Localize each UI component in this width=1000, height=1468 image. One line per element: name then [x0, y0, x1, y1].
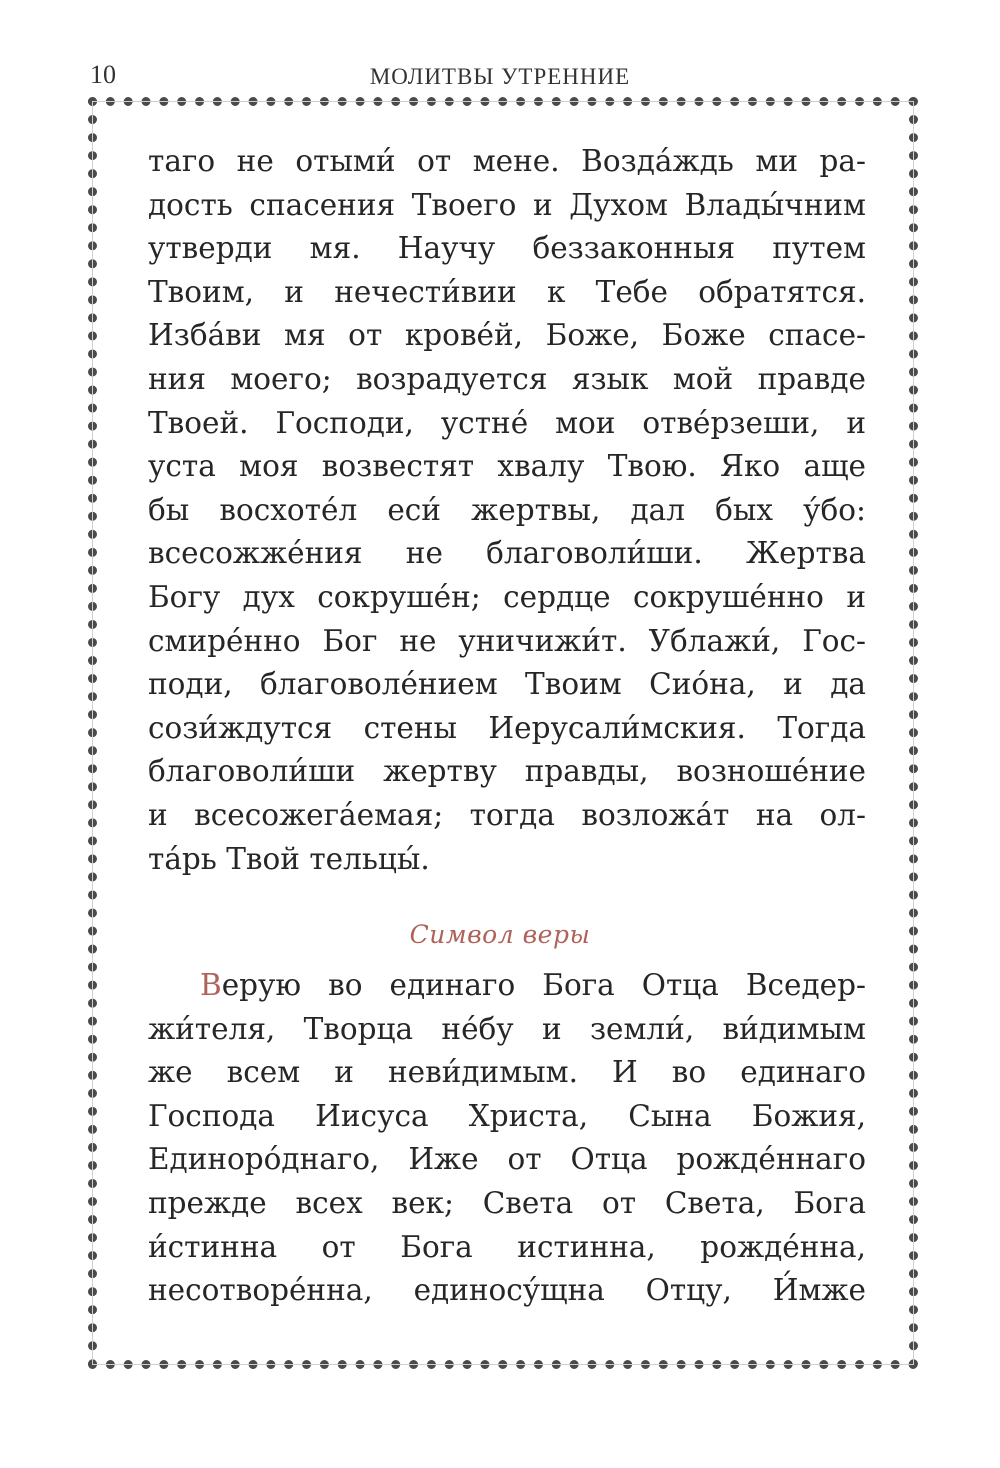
text-line: Господа Иисуса Христа, Сына Божия,: [148, 1098, 866, 1133]
section-heading-creed: Символ веры: [409, 920, 591, 949]
text-line: Богу дух сокруше́н; сердце сокруше́нно и: [148, 579, 866, 614]
text-line: же всем и неви́димым. И во единаго: [148, 1055, 866, 1090]
creed-first-line: [148, 964, 866, 1008]
creed-first-line-text: ерую во единаго Бога Отца Вседер-: [221, 968, 866, 1002]
text-line: ния моего; возрадуется язык мой правде: [148, 361, 866, 396]
drop-initial-letter: В: [200, 968, 222, 1002]
psalm-text-block: [148, 140, 866, 881]
page-number: 10: [90, 60, 116, 89]
text-line: Единоро́днаго, Иже от Отца рожде́ннаго: [148, 1142, 866, 1177]
text-line: утверди мя. Научу беззаконныя путем: [148, 231, 866, 266]
text-line: Твоей. Господи, устне́ мои отве́рзеши, и: [148, 405, 866, 440]
text-line: таго не отыми́ от мене. Возда́ждь ми ра-: [148, 144, 866, 178]
text-line: и́стинна от Бога истинна, рожде́нна,: [148, 1229, 866, 1264]
creed-text-block: [148, 964, 866, 1313]
text-line: дость спасения Твоего и Духом Влады́чним: [148, 187, 866, 222]
text-line: прежде всех век; Света от Света, Бога: [148, 1185, 866, 1220]
text-line: жи́теля, Творца не́бу и земли́, ви́димым: [148, 1011, 866, 1046]
text-line: поди, благоволе́нием Твоим Сио́на, и да: [148, 667, 866, 702]
text-line: сози́ждутся стены Иерусали́мския. Тогда: [148, 710, 866, 745]
text-line: та́рь Твой тельцы́.: [148, 841, 430, 876]
text-line: Твоим, и нечести́вии к Тебе обратятся.: [148, 274, 866, 309]
text-line: несотворе́нна, единосу́щна Отцу, И́мже: [148, 1273, 866, 1308]
text-line: уста моя возвестят хвалу Твою. Яко аще: [148, 449, 866, 484]
running-head-title: МОЛИТВЫ УТРЕННИЕ: [369, 64, 631, 89]
text-line: Изба́ви мя от крове́й, Боже, Боже спасе-: [148, 318, 866, 353]
text-line: смире́нно Бог не уничижи́т. Ублажи́, Гос-: [148, 623, 866, 658]
text-line: и всесожега́емая; тогда возложа́т на ол-: [148, 797, 866, 832]
text-line: благоволи́ши жертву правды, возноше́ние: [148, 754, 866, 789]
text-line: бы восхоте́л еси́ жертвы, дал бых у́бо:: [148, 492, 866, 527]
text-line: всесожже́ния не благоволи́ши. Жертва: [148, 536, 866, 571]
